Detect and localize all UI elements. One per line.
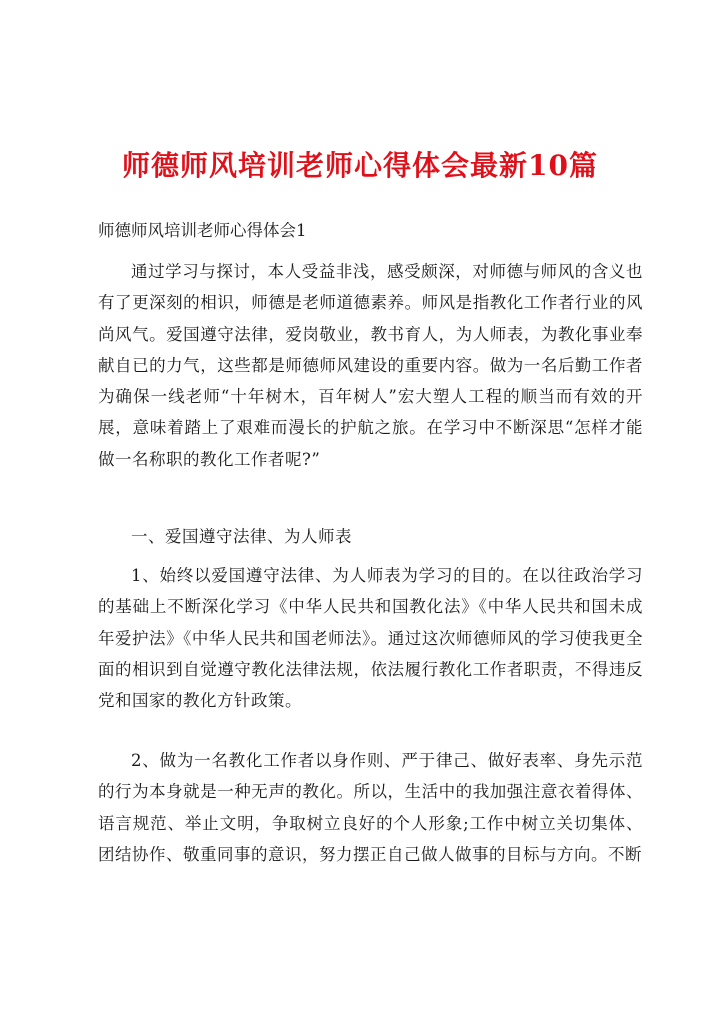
paragraph-item-1: 1、始终以爱国遵守法律、为人师表为学习的目的。在以往政治学习的基础上不断深化学习《中华人民共和国教化法》《中华人民共和国未成年爱护法》《中华人民共和国老师法》。通过这次师德师风的学习使我更全面的相识到自觉遵守教化法律法规，依法履行教化工作者职责，不得违反党和国家的教化方针政策。 xyxy=(98,566,643,711)
section-heading: 一、爱国遵守法律、为人师表 xyxy=(131,527,352,546)
page-bottom-margin xyxy=(0,894,720,1018)
document-title: 师德师风培训老师心得体会最新10篇 xyxy=(122,149,598,182)
paragraph-item-2: 2、做为一名教化工作者以身作则、严于律己、做好表率、身先示范的行为本身就是一种无声的教化。所以，生活中的我加强注意衣着得体、语言规范、举止文明，争取树立良好的个人形象;工作中树立关切集体、团结协作、敬重同事的意识，努力摆正自己做人做事的目标与方向。不断 xyxy=(98,751,643,864)
section-subtitle: 师德师风培训老师心得体会1 xyxy=(98,221,307,240)
paragraph-intro: 通过学习与探讨，本人受益非浅，感受颇深，对师德与师风的含义也有了更深刻的相识，师德是老师道德素养。师风是指教化工作者行业的风尚风气。爱国遵守法律，爱岗敬业，教书育人，为人师表，为教化事业奉献自已的力气，这些都是师德师风建设的重要内容。做为一名后勤工作者为确保一线老师“十年树木，百年树人”宏大塑人工程的顺当而有效的开展，意味着踏上了艰难而漫长的护航之旅。在学习中不断深思“怎样才能做一名称职的教化工作者呢?” xyxy=(98,262,643,469)
